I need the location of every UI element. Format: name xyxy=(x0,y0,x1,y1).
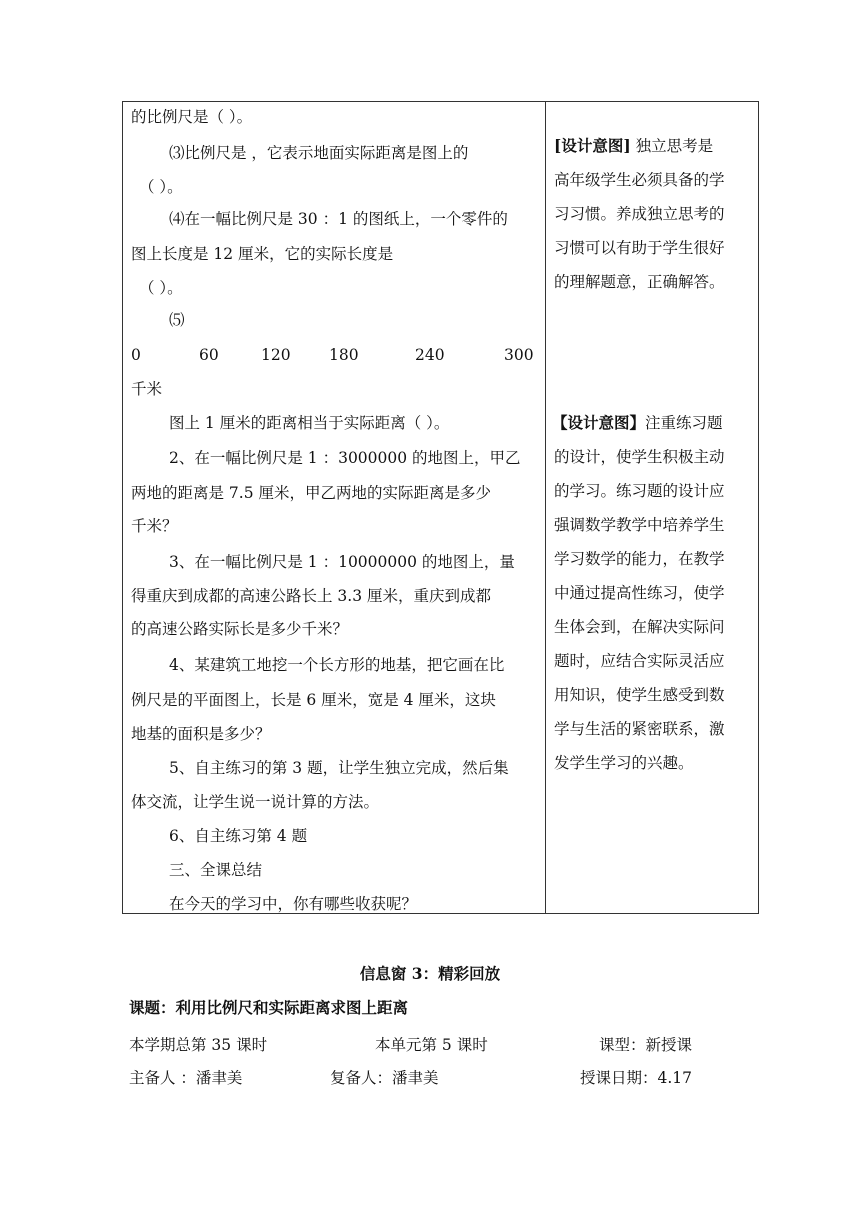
design-intent-line: 题时，应结合实际灵活应 xyxy=(554,652,725,670)
content-line: ⑸ xyxy=(169,311,185,329)
content-line: 例尺是的平面图上，长是 6 厘米，宽是 4 厘米，这块 xyxy=(131,691,496,709)
scale-tick: 180 xyxy=(329,346,359,364)
lesson-topic: 课题：利用比例尺和实际距离求图上距离 xyxy=(129,998,409,1017)
content-line: 得重庆到成都的高速公路长上 3.3 厘米，重庆到成都 xyxy=(131,587,492,605)
design-intent-line: 生体会到，在解决实际问 xyxy=(554,618,725,636)
content-line: 千米？ xyxy=(131,517,178,535)
info-window-title: 信息窗 3：精彩回放 xyxy=(359,964,501,983)
design-intent-line: 发学生学习的兴趣。 xyxy=(554,754,694,772)
content-line: （ ）。 xyxy=(139,279,183,297)
unit-lesson-count: 本单元第 5 课时 xyxy=(375,1036,488,1054)
lesson-type: 课型：新授课 xyxy=(599,1036,693,1054)
lesson-table xyxy=(122,101,759,914)
scale-tick: 240 xyxy=(415,346,445,364)
main-preparer: 主备人 ：潘聿美 xyxy=(129,1069,243,1087)
design-intent-tag: 【设计意图】 xyxy=(552,413,646,432)
term-lesson-count: 本学期总第 35 课时 xyxy=(129,1036,268,1054)
content-line: 的比例尺是（ ）。 xyxy=(131,108,253,126)
content-line: 2、在一幅比例尺是 1 ：3000000 的地图上，甲乙 xyxy=(169,449,521,467)
design-intent-line: 【设计意图】注重练习题 xyxy=(552,413,723,432)
design-intent-line: 的理解题意，正确解答。 xyxy=(554,273,725,291)
content-line: 的高速公路实际长是多少千米？ xyxy=(131,620,349,638)
design-intent-line: 中通过提高性练习，使学 xyxy=(554,584,725,602)
design-intent-cell xyxy=(546,102,759,914)
content-line: 6、自主练习第 4 题 xyxy=(169,827,308,845)
content-line: （ ）。 xyxy=(139,178,183,196)
content-line: ⑶比例尺是 ，它表示地面实际距离是图上的 xyxy=(169,144,469,162)
design-intent-line: 的设计，使学生积极主动 xyxy=(554,448,725,466)
co-preparer: 复备人：潘聿美 xyxy=(330,1069,439,1087)
lesson-content-cell xyxy=(123,102,546,914)
content-line: 3、在一幅比例尺是 1 ：10000000 的地图上，量 xyxy=(169,553,515,571)
scale-tick: 0 xyxy=(131,346,141,364)
content-line: 图上 1 厘米的距离相当于实际距离（ ）。 xyxy=(169,414,450,432)
content-line: 千米 xyxy=(131,380,163,398)
content-line: 图上长度是 12 厘米，它的实际长度是 xyxy=(131,245,394,263)
content-line: 5、自主练习的第 3 题，让学生独立完成，然后集 xyxy=(169,759,509,777)
content-line: 4、某建筑工地挖一个长方形的地基，把它画在比 xyxy=(169,656,505,674)
design-intent-line: 习惯可以有助于学生很好 xyxy=(554,239,725,257)
content-line: 地基的面积是多少？ xyxy=(131,725,271,743)
design-intent-line: 习习惯。养成独立思考的 xyxy=(554,205,725,223)
scale-tick: 120 xyxy=(261,346,291,364)
design-intent-line: 强调数学教学中培养学生 xyxy=(554,516,725,534)
scale-tick: 60 xyxy=(199,346,219,364)
content-line: 三、全课总结 xyxy=(169,861,263,879)
content-line: 体交流，让学生说一说计算的方法。 xyxy=(131,793,380,811)
scale-tick: 300 xyxy=(504,346,534,364)
design-intent-line: [设计意图] 独立思考是 xyxy=(554,136,714,155)
content-line: 两地的距离是 7.5 厘米，甲乙两地的实际距离是多少 xyxy=(131,484,492,502)
design-intent-line: 学与生活的紧密联系，激 xyxy=(554,720,725,738)
teach-date: 授课日期：4.17 xyxy=(580,1069,693,1087)
content-line: ⑷在一幅比例尺是 30 ：1 的图纸上，一个零件的 xyxy=(169,210,508,228)
design-intent-line: 的学习。练习题的设计应 xyxy=(554,482,725,500)
design-intent-line: 用知识，使学生感受到数 xyxy=(554,686,725,704)
design-intent-line: 高年级学生必须具备的学 xyxy=(554,171,725,189)
content-line: 在今天的学习中，你有哪些收获呢？ xyxy=(169,895,418,913)
design-intent-tag: [设计意图] xyxy=(554,136,631,155)
design-intent-line: 学习数学的能力，在教学 xyxy=(554,550,725,568)
